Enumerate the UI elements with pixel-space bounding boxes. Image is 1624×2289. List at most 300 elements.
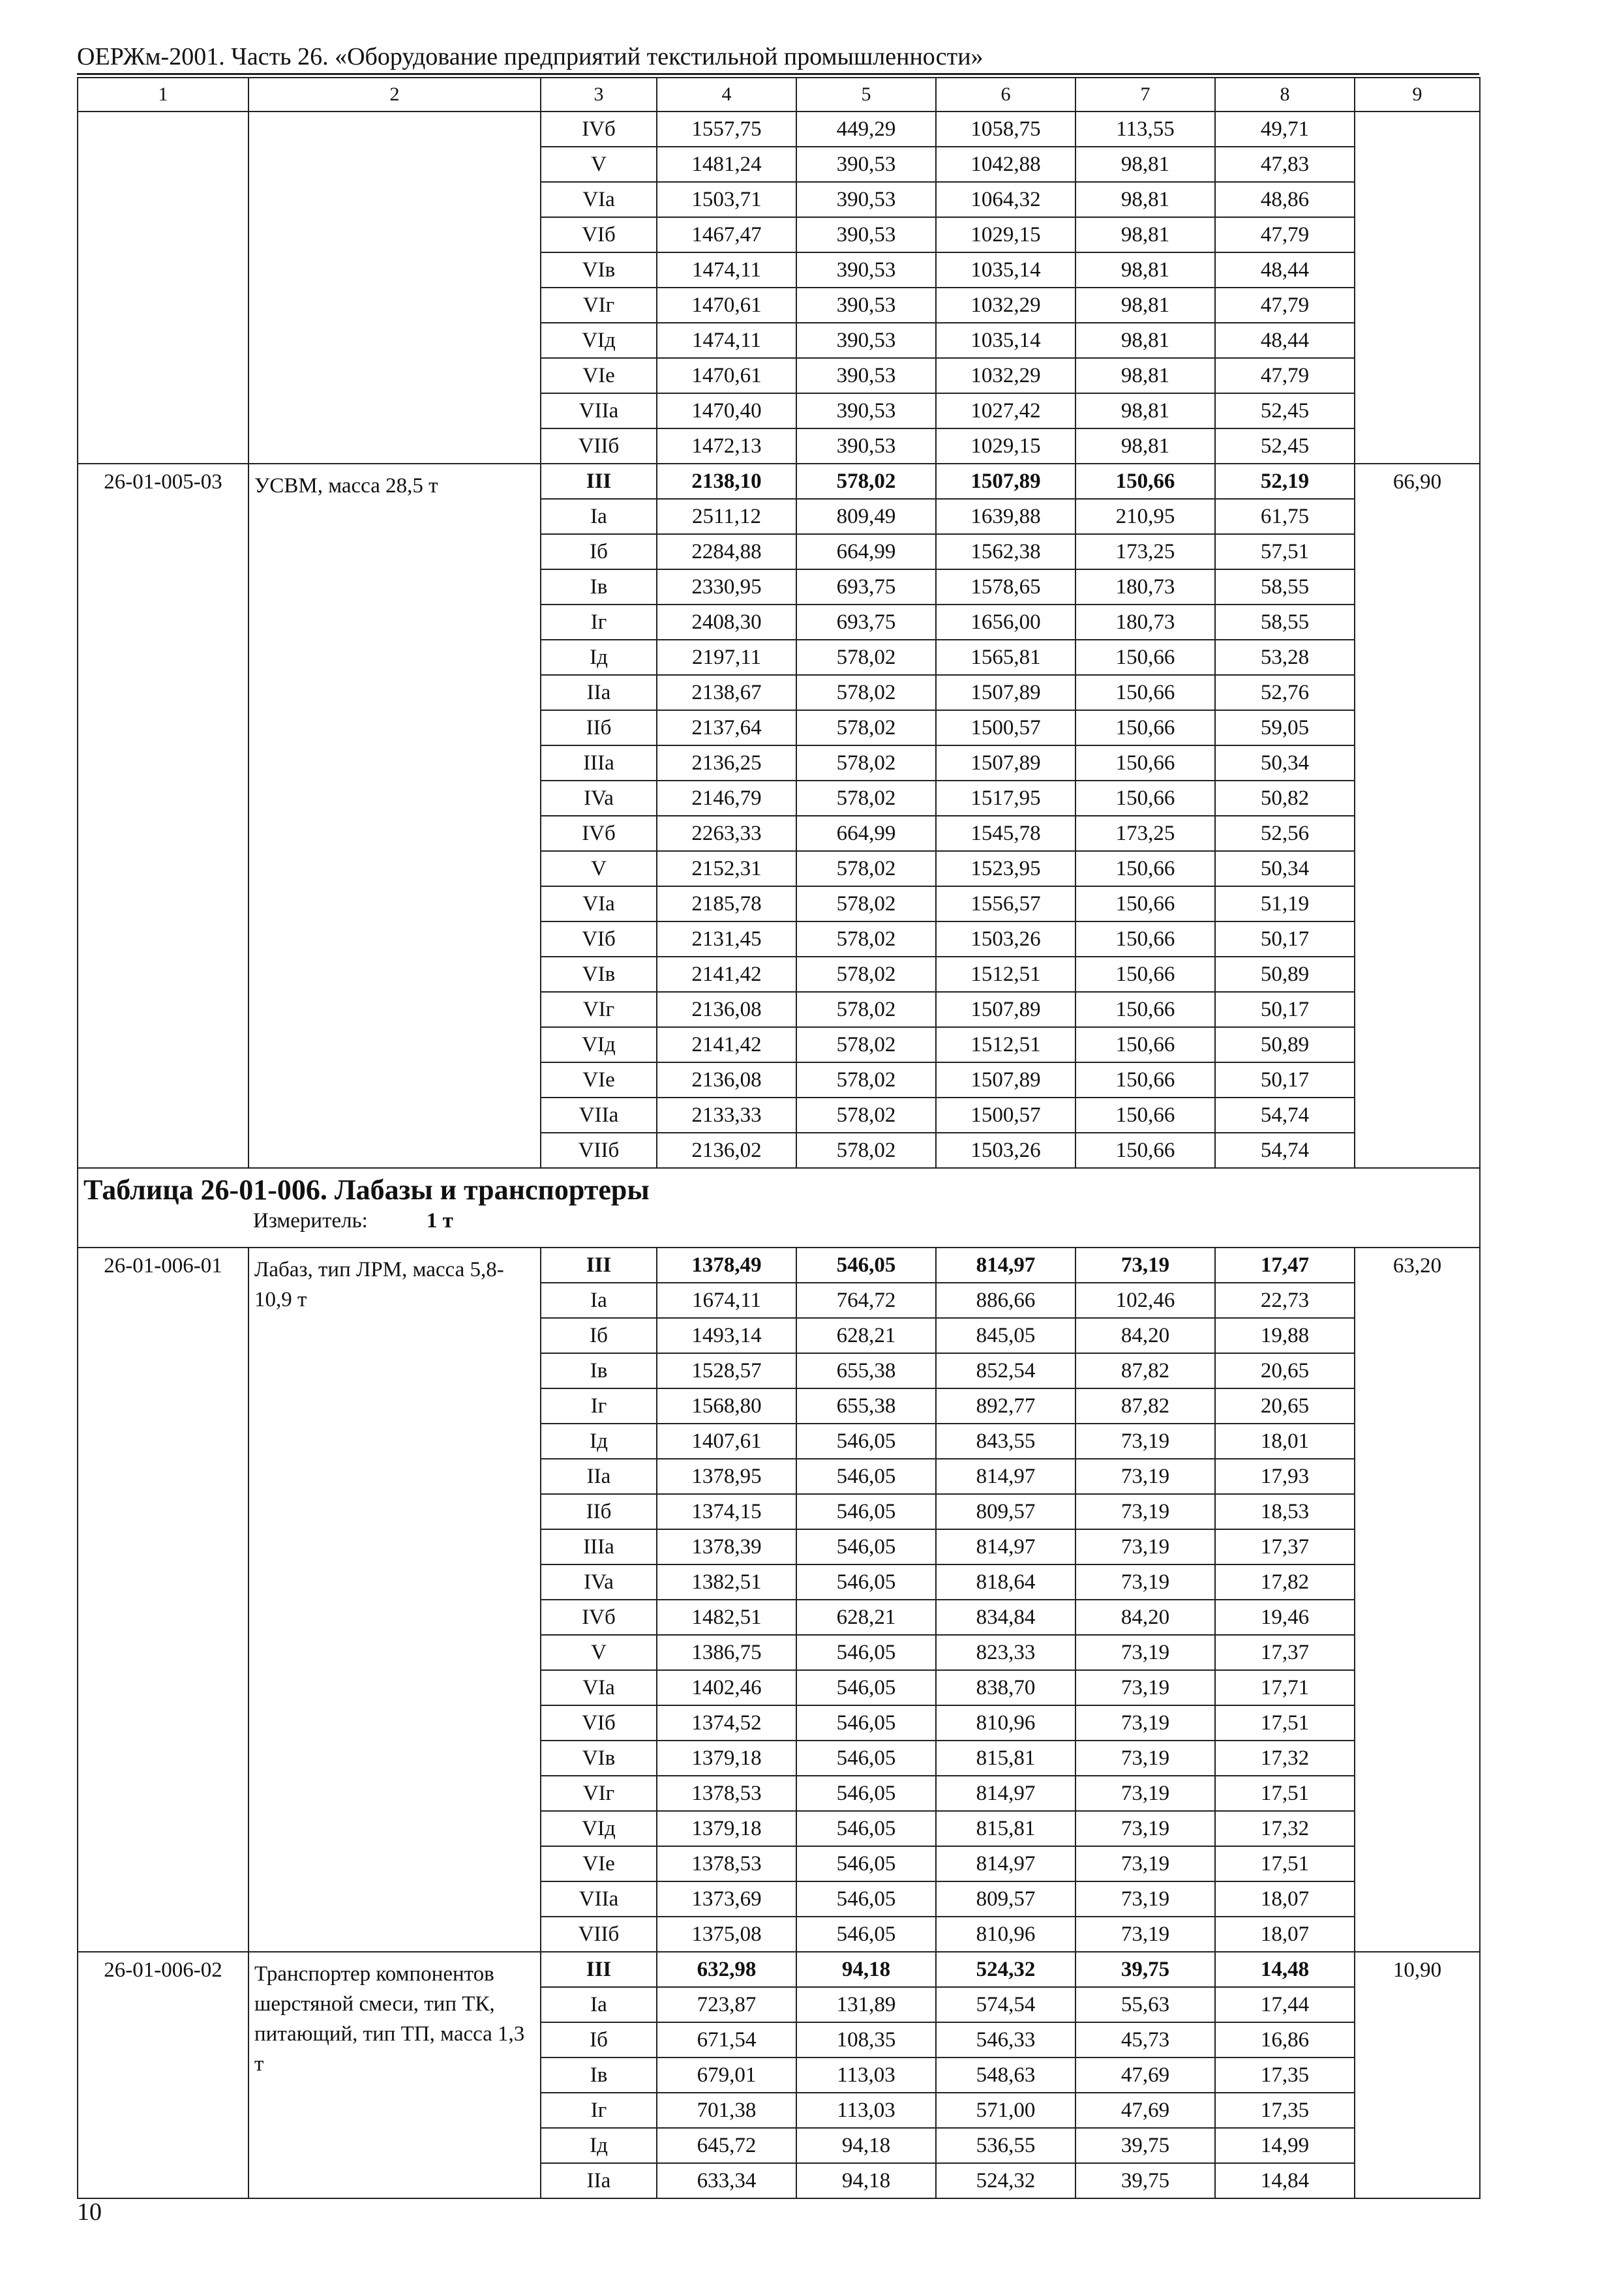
value-cell: 108,35 [796, 2022, 936, 2057]
value-cell: VIa [541, 886, 657, 921]
value-cell: 546,33 [936, 2022, 1075, 2057]
value-cell: 73,19 [1075, 1705, 1215, 1741]
value-cell: 1386,75 [657, 1635, 796, 1670]
column-number-cell: 3 [541, 78, 657, 112]
value-cell: 546,05 [796, 1846, 936, 1881]
table-row [78, 464, 1480, 499]
value-cell: 17,32 [1215, 1741, 1355, 1776]
value-cell: 814,97 [936, 1459, 1075, 1494]
value-cell: 546,05 [796, 1705, 936, 1741]
value-cell: 390,53 [796, 358, 936, 393]
value-cell: 131,89 [796, 1987, 936, 2022]
value-cell: 449,29 [796, 112, 936, 147]
value-cell: 113,03 [796, 2057, 936, 2093]
value-cell: 818,64 [936, 1564, 1075, 1600]
value-cell: 1035,14 [936, 323, 1075, 358]
value-cell: 50,34 [1215, 745, 1355, 781]
value-cell: 98,81 [1075, 182, 1215, 217]
value-cell: 18,07 [1215, 1881, 1355, 1917]
value-cell: 17,35 [1215, 2093, 1355, 2128]
value-cell: 546,05 [796, 1635, 936, 1670]
value-cell: IIa [541, 1459, 657, 1494]
value-cell: 546,05 [796, 1670, 936, 1705]
value-cell: 1500,57 [936, 1098, 1075, 1133]
value-cell: 150,66 [1075, 886, 1215, 921]
value-cell: 50,17 [1215, 992, 1355, 1027]
value-cell: 578,02 [796, 710, 936, 745]
rate-code-cell: 26-01-005-03 [78, 464, 248, 1168]
value-cell: 1500,57 [936, 710, 1075, 745]
value-cell: 94,18 [796, 1952, 936, 1987]
page-number: 10 [77, 2198, 102, 2226]
value-cell: 578,02 [796, 1027, 936, 1062]
value-cell: 73,19 [1075, 1424, 1215, 1459]
value-cell: Iв [541, 1353, 657, 1388]
value-cell: 1639,88 [936, 499, 1075, 534]
value-cell: IVб [541, 1600, 657, 1635]
value-cell: 578,02 [796, 921, 936, 957]
value-cell: VIд [541, 1811, 657, 1846]
value-cell: VIa [541, 182, 657, 217]
value-cell: 814,97 [936, 1776, 1075, 1811]
value-cell: 1035,14 [936, 252, 1075, 288]
value-cell: 84,20 [1075, 1318, 1215, 1353]
column-number-cell: 5 [796, 78, 936, 112]
column-number-cell: 9 [1355, 78, 1480, 112]
value-cell: 113,03 [796, 2093, 936, 2128]
value-cell: 815,81 [936, 1811, 1075, 1846]
value-cell: 671,54 [657, 2022, 796, 2057]
value-cell: 73,19 [1075, 1529, 1215, 1564]
value-cell: V [541, 851, 657, 886]
value-cell: 98,81 [1075, 428, 1215, 464]
value-cell: 98,81 [1075, 217, 1215, 252]
value-cell: 17,51 [1215, 1776, 1355, 1811]
value-cell: 1379,18 [657, 1811, 796, 1846]
unit-label: Измеритель: [253, 1209, 368, 1233]
value-cell: 390,53 [796, 147, 936, 182]
value-cell: 1378,53 [657, 1846, 796, 1881]
value-cell: 1029,15 [936, 217, 1075, 252]
value-cell: 150,66 [1075, 921, 1215, 957]
value-cell: 73,19 [1075, 1846, 1215, 1881]
value-cell: 628,21 [796, 1318, 936, 1353]
value-cell: 1556,57 [936, 886, 1075, 921]
unit-line [83, 1208, 1474, 1234]
value-cell: 150,66 [1075, 710, 1215, 745]
value-cell: 1565,81 [936, 640, 1075, 675]
value-cell: 45,73 [1075, 2022, 1215, 2057]
value-cell: 1375,08 [657, 1917, 796, 1952]
value-cell: 102,46 [1075, 1283, 1215, 1318]
value-cell: 815,81 [936, 1741, 1075, 1776]
column-number-cell: 7 [1075, 78, 1215, 112]
value-cell: 57,51 [1215, 534, 1355, 569]
value-cell: 51,19 [1215, 886, 1355, 921]
value-cell: 73,19 [1075, 1881, 1215, 1917]
value-cell: 50,17 [1215, 921, 1355, 957]
value-cell: 633,34 [657, 2163, 796, 2198]
value-cell: 1058,75 [936, 112, 1075, 147]
value-cell: 1467,47 [657, 217, 796, 252]
value-cell: 390,53 [796, 182, 936, 217]
value-cell: 1374,52 [657, 1705, 796, 1741]
value-cell: 2138,67 [657, 675, 796, 710]
value-cell: 54,74 [1215, 1133, 1355, 1168]
value-cell: 1507,89 [936, 675, 1075, 710]
value-cell: 19,46 [1215, 1600, 1355, 1635]
column-number-cell: 1 [78, 78, 248, 112]
value-cell: 150,66 [1075, 640, 1215, 675]
value-cell: 16,86 [1215, 2022, 1355, 2057]
value-cell: 210,95 [1075, 499, 1215, 534]
value-cell: 1029,15 [936, 428, 1075, 464]
value-cell: 58,55 [1215, 605, 1355, 640]
unit-value: 1 т [426, 1209, 453, 1233]
value-cell: 39,75 [1075, 2163, 1215, 2198]
value-cell: 2136,02 [657, 1133, 796, 1168]
column-number-cell: 6 [936, 78, 1075, 112]
value-cell: 1562,38 [936, 534, 1075, 569]
header-rule [77, 73, 1479, 75]
value-cell: IIa [541, 675, 657, 710]
value-cell: 98,81 [1075, 147, 1215, 182]
value-cell: 73,19 [1075, 1635, 1215, 1670]
value-cell: 809,57 [936, 1494, 1075, 1529]
value-cell: 73,19 [1075, 1811, 1215, 1846]
value-cell: 546,05 [796, 1776, 936, 1811]
value-cell: 1528,57 [657, 1353, 796, 1388]
value-cell: 1545,78 [936, 816, 1075, 851]
value-cell: 94,18 [796, 2128, 936, 2163]
value-cell: 18,01 [1215, 1424, 1355, 1459]
value-cell: 546,05 [796, 1494, 936, 1529]
value-cell: 98,81 [1075, 358, 1215, 393]
value-cell: 17,93 [1215, 1459, 1355, 1494]
value-cell: 578,02 [796, 745, 936, 781]
value-cell: 2141,42 [657, 957, 796, 992]
value-cell: 98,81 [1075, 288, 1215, 323]
value-cell: 1512,51 [936, 1027, 1075, 1062]
value-cell: 390,53 [796, 428, 936, 464]
column-number-row [78, 78, 1480, 112]
value-cell: 546,05 [796, 1529, 936, 1564]
value-cell: 98,81 [1075, 323, 1215, 358]
value-cell: 664,99 [796, 816, 936, 851]
value-cell: VIIa [541, 393, 657, 428]
value-cell: 390,53 [796, 217, 936, 252]
value-cell: 1523,95 [936, 851, 1075, 886]
value-cell: 14,48 [1215, 1952, 1355, 1987]
value-cell: III [541, 1248, 657, 1283]
document-header: ОЕРЖм-2001. Часть 26. «Оборудование предприятий текстильной промышленности» [77, 43, 984, 70]
value-cell: 84,20 [1075, 1600, 1215, 1635]
value-cell: VIв [541, 957, 657, 992]
value-cell: 53,28 [1215, 640, 1355, 675]
value-cell: Iг [541, 2093, 657, 2128]
value-cell: 173,25 [1075, 534, 1215, 569]
value-cell: 546,05 [796, 1811, 936, 1846]
value-cell: IVa [541, 781, 657, 816]
value-cell: 645,72 [657, 2128, 796, 2163]
table-row [78, 1248, 1480, 1283]
value-cell: 1507,89 [936, 1062, 1075, 1098]
value-cell: 1507,89 [936, 745, 1075, 781]
value-cell: Iв [541, 2057, 657, 2093]
value-cell: VIe [541, 1062, 657, 1098]
value-cell: 2197,11 [657, 640, 796, 675]
value-cell: 655,38 [796, 1353, 936, 1388]
value-cell: 17,35 [1215, 2057, 1355, 2093]
value-cell: IVa [541, 1564, 657, 1600]
value-cell: 73,19 [1075, 1494, 1215, 1529]
value-cell: 546,05 [796, 1248, 936, 1283]
value-cell: 48,44 [1215, 323, 1355, 358]
value-cell: 1374,15 [657, 1494, 796, 1529]
value-cell: 536,55 [936, 2128, 1075, 2163]
value-cell: 809,57 [936, 1881, 1075, 1917]
value-cell: VIIб [541, 428, 657, 464]
value-cell: 150,66 [1075, 1062, 1215, 1098]
value-cell: 578,02 [796, 851, 936, 886]
value-cell: 546,05 [796, 1459, 936, 1494]
value-cell: 1474,11 [657, 323, 796, 358]
value-cell: 150,66 [1075, 1098, 1215, 1133]
value-cell: 1674,11 [657, 1283, 796, 1318]
value-cell: 524,32 [936, 2163, 1075, 2198]
value-cell: 1507,89 [936, 464, 1075, 499]
value-cell: 47,69 [1075, 2057, 1215, 2093]
rate-code-cell: 26-01-006-01 [78, 1248, 248, 1952]
value-cell: 1470,61 [657, 358, 796, 393]
value-cell: III [541, 1952, 657, 1987]
value-cell: 1503,26 [936, 1133, 1075, 1168]
value-cell: 823,33 [936, 1635, 1075, 1670]
value-cell: 546,05 [796, 1741, 936, 1776]
value-cell: VIб [541, 921, 657, 957]
col9-cell: 63,20 [1355, 1248, 1480, 1952]
table-title: Таблица 26-01-006. Лабазы и транспортеры [83, 1174, 650, 1206]
value-cell: 1512,51 [936, 957, 1075, 992]
value-cell: 664,99 [796, 534, 936, 569]
value-cell: 838,70 [936, 1670, 1075, 1705]
value-cell: VIд [541, 323, 657, 358]
value-cell: 546,05 [796, 1564, 936, 1600]
value-cell: 18,53 [1215, 1494, 1355, 1529]
value-cell: 150,66 [1075, 851, 1215, 886]
value-cell: 578,02 [796, 992, 936, 1027]
value-cell: 852,54 [936, 1353, 1075, 1388]
rate-code-cell: 26-01-006-02 [78, 1952, 248, 2198]
value-cell: Iд [541, 2128, 657, 2163]
value-cell: IIIa [541, 1529, 657, 1564]
value-cell: 1568,80 [657, 1388, 796, 1424]
value-cell: 578,02 [796, 957, 936, 992]
value-cell: 2185,78 [657, 886, 796, 921]
rate-name-cell [248, 112, 541, 464]
value-cell: 1493,14 [657, 1318, 796, 1353]
value-cell: 1032,29 [936, 288, 1075, 323]
value-cell: 814,97 [936, 1846, 1075, 1881]
value-cell: VIIa [541, 1881, 657, 1917]
value-cell: 17,51 [1215, 1846, 1355, 1881]
value-cell: 892,77 [936, 1388, 1075, 1424]
value-cell: 47,83 [1215, 147, 1355, 182]
value-cell: 2146,79 [657, 781, 796, 816]
value-cell: 2141,42 [657, 1027, 796, 1062]
column-number-cell: 2 [248, 78, 541, 112]
value-cell: 17,37 [1215, 1635, 1355, 1670]
value-cell: 48,86 [1215, 182, 1355, 217]
value-cell: 150,66 [1075, 992, 1215, 1027]
value-cell: Iб [541, 2022, 657, 2057]
value-cell: III [541, 464, 657, 499]
value-cell: 18,07 [1215, 1917, 1355, 1952]
value-cell: 390,53 [796, 323, 936, 358]
value-cell: 1503,26 [936, 921, 1075, 957]
value-cell: 113,55 [1075, 112, 1215, 147]
value-cell: 1378,95 [657, 1459, 796, 1494]
value-cell: 14,84 [1215, 2163, 1355, 2198]
value-cell: 59,05 [1215, 710, 1355, 745]
value-cell: 1578,65 [936, 569, 1075, 605]
value-cell: 814,97 [936, 1248, 1075, 1283]
value-cell: 73,19 [1075, 1670, 1215, 1705]
value-cell: 578,02 [796, 464, 936, 499]
value-cell: 150,66 [1075, 1133, 1215, 1168]
value-cell: 47,79 [1215, 358, 1355, 393]
value-cell: 1472,13 [657, 428, 796, 464]
value-cell: 50,89 [1215, 957, 1355, 992]
value-cell: 50,17 [1215, 1062, 1355, 1098]
value-cell: 1503,71 [657, 182, 796, 217]
value-cell: 47,69 [1075, 2093, 1215, 2128]
value-cell: 574,54 [936, 1987, 1075, 2022]
value-cell: 390,53 [796, 393, 936, 428]
rates-table [77, 77, 1481, 2199]
value-cell: 578,02 [796, 1062, 936, 1098]
value-cell: 571,00 [936, 2093, 1075, 2128]
value-cell: 73,19 [1075, 1248, 1215, 1283]
value-cell: 1027,42 [936, 393, 1075, 428]
value-cell: 1382,51 [657, 1564, 796, 1600]
value-cell: 1379,18 [657, 1741, 796, 1776]
value-cell: V [541, 147, 657, 182]
col9-cell: 10,90 [1355, 1952, 1480, 2198]
table-row [78, 112, 1480, 147]
value-cell: 94,18 [796, 2163, 936, 2198]
section-title-cell [78, 1168, 1480, 1248]
value-cell: 50,89 [1215, 1027, 1355, 1062]
value-cell: 1656,00 [936, 605, 1075, 640]
value-cell: 1481,24 [657, 147, 796, 182]
value-cell: 49,71 [1215, 112, 1355, 147]
value-cell: 1470,40 [657, 393, 796, 428]
value-cell: 2263,33 [657, 816, 796, 851]
value-cell: 632,98 [657, 1952, 796, 1987]
value-cell: 22,73 [1215, 1283, 1355, 1318]
value-cell: 814,97 [936, 1529, 1075, 1564]
value-cell: IIб [541, 710, 657, 745]
value-cell: 2284,88 [657, 534, 796, 569]
value-cell: Iд [541, 1424, 657, 1459]
value-cell: 61,75 [1215, 499, 1355, 534]
rate-code-cell [78, 112, 248, 464]
value-cell: 73,19 [1075, 1459, 1215, 1494]
value-cell: 39,75 [1075, 2128, 1215, 2163]
value-cell: 17,47 [1215, 1248, 1355, 1283]
value-cell: 73,19 [1075, 1564, 1215, 1600]
value-cell: 52,45 [1215, 393, 1355, 428]
value-cell: 578,02 [796, 640, 936, 675]
col9-cell [1355, 112, 1480, 464]
rate-name-cell: Транспортер компонентов шерстяной смеси, тип ТК, питающий, тип ТП, масса 1,3 т [248, 1952, 541, 2198]
value-cell: 546,05 [796, 1917, 936, 1952]
value-cell: 1373,69 [657, 1881, 796, 1917]
value-cell: 73,19 [1075, 1776, 1215, 1811]
value-cell: 1517,95 [936, 781, 1075, 816]
value-cell: IVб [541, 816, 657, 851]
value-cell: 390,53 [796, 288, 936, 323]
value-cell: 19,88 [1215, 1318, 1355, 1353]
value-cell: Ia [541, 1987, 657, 2022]
value-cell: 1470,61 [657, 288, 796, 323]
value-cell: 150,66 [1075, 781, 1215, 816]
value-cell: VIв [541, 1741, 657, 1776]
value-cell: Iв [541, 569, 657, 605]
value-cell: 47,79 [1215, 288, 1355, 323]
value-cell: 50,34 [1215, 851, 1355, 886]
value-cell: 2137,64 [657, 710, 796, 745]
value-cell: 886,66 [936, 1283, 1075, 1318]
value-cell: VIв [541, 252, 657, 288]
value-cell: 173,25 [1075, 816, 1215, 851]
value-cell: Ia [541, 1283, 657, 1318]
rate-name-cell: Лабаз, тип ЛРМ, масса 5,8-10,9 т [248, 1248, 541, 1952]
value-cell: 47,79 [1215, 217, 1355, 252]
value-cell: 2133,33 [657, 1098, 796, 1133]
value-cell: 578,02 [796, 1133, 936, 1168]
value-cell: 14,99 [1215, 2128, 1355, 2163]
value-cell: 1378,39 [657, 1529, 796, 1564]
value-cell: VIa [541, 1670, 657, 1705]
value-cell: 810,96 [936, 1705, 1075, 1741]
column-number-cell: 4 [657, 78, 796, 112]
value-cell: 87,82 [1075, 1353, 1215, 1388]
value-cell: 2152,31 [657, 851, 796, 886]
value-cell: 2408,30 [657, 605, 796, 640]
value-cell: IIa [541, 2163, 657, 2198]
value-cell: 17,51 [1215, 1705, 1355, 1741]
value-cell: 20,65 [1215, 1388, 1355, 1424]
value-cell: 150,66 [1075, 745, 1215, 781]
value-cell: 693,75 [796, 605, 936, 640]
value-cell: Iд [541, 640, 657, 675]
value-cell: 17,71 [1215, 1670, 1355, 1705]
value-cell: 578,02 [796, 886, 936, 921]
value-cell: 548,63 [936, 2057, 1075, 2093]
value-cell: 390,53 [796, 252, 936, 288]
value-cell: 48,44 [1215, 252, 1355, 288]
value-cell: 1042,88 [936, 147, 1075, 182]
value-cell: Iб [541, 1318, 657, 1353]
value-cell: VIIб [541, 1133, 657, 1168]
value-cell: VIe [541, 1846, 657, 1881]
value-cell: 628,21 [796, 1600, 936, 1635]
value-cell: VIг [541, 992, 657, 1027]
value-cell: 1407,61 [657, 1424, 796, 1459]
value-cell: 701,38 [657, 2093, 796, 2128]
